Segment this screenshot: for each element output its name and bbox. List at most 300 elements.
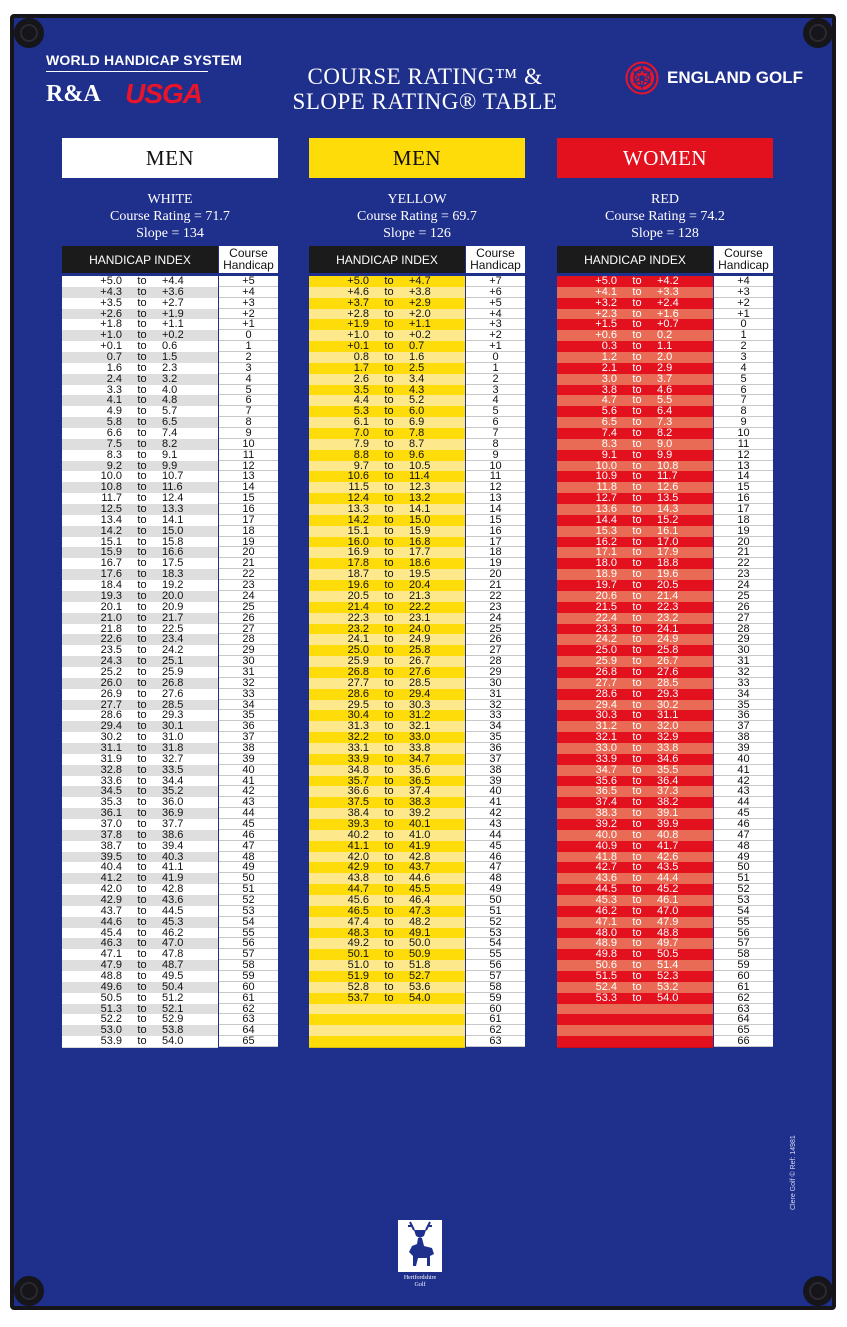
index-high: 24.9 [657,633,679,646]
index-high: 5.2 [409,394,425,407]
index-low: 31.3 [347,720,369,733]
course-handicap-value: 5 [714,374,773,385]
course-handicap-value: +3 [466,319,525,330]
to-label: to [384,557,394,570]
course-handicap-value: 21 [714,547,773,558]
to-label: to [384,948,394,961]
course-handicap-value: 31 [714,656,773,667]
index-low: 10.8 [100,481,122,494]
to-label: to [137,524,147,537]
handicap-index-range [557,602,713,613]
table-row [557,689,773,700]
to-label: to [384,970,394,982]
index-low: 51.3 [100,1002,122,1015]
index-low: 39.5 [100,850,122,863]
course-handicap-value: +4 [466,309,525,320]
index-high: 21.4 [657,589,679,602]
index-high: 54.0 [409,991,431,1004]
index-high: 42.6 [657,850,679,863]
course-handicap-value: 48 [714,841,773,852]
index-high: 46.2 [162,926,184,939]
table-row [62,765,278,776]
to-label: to [384,275,394,287]
to-label: to [137,817,147,830]
index-high: 18.6 [409,557,431,570]
to-label: to [384,850,394,863]
red-handicap-table [557,276,773,1047]
course-handicap-value: 44 [466,830,525,841]
tee-name: YELLOW [387,192,447,207]
index-high: 21.3 [409,589,431,602]
index-low: +3.7 [347,296,369,309]
to-label: to [632,448,642,461]
to-label: to [137,405,147,418]
index-high: 17.5 [162,557,184,570]
course-handicap-value: 16 [219,504,278,515]
course-handicap-value: 45 [714,808,773,819]
table-row [309,450,525,461]
course-handicap-value: 56 [466,960,525,971]
handicap-index-range [62,689,218,700]
index-low: 4.9 [106,405,122,418]
hertfordshire-golf-logo [390,1220,450,1289]
handicap-index-range [309,602,465,613]
index-high: 1.5 [162,351,178,364]
course-handicap-value: 50 [466,895,525,906]
table-row [62,841,278,852]
course-handicap-value: 47 [219,841,278,852]
index-high: 6.0 [409,405,425,418]
to-label: to [632,600,642,613]
to-label: to [384,731,394,744]
index-low: 48.3 [347,926,369,939]
to-label: to [632,329,642,342]
course-handicap-value: 18 [714,515,773,526]
index-low: 49.2 [347,937,369,950]
course-handicap-value: 11 [466,471,525,482]
course-handicap-value: 37 [466,754,525,765]
table-row [309,1036,525,1047]
index-low: 47.9 [100,959,122,972]
index-high: 44.4 [657,872,679,885]
course-handicap-value: 12 [219,461,278,472]
index-low: +1.0 [100,329,122,342]
course-handicap-value: 61 [466,1014,525,1025]
index-low: 12.7 [595,492,617,505]
to-label: to [137,839,147,852]
course-handicap-value: 42 [466,808,525,819]
to-label: to [632,926,642,939]
club-label-line-2: Golf [414,1282,426,1288]
course-handicap-value: 14 [714,471,773,482]
index-low: 19.7 [595,579,617,592]
corner-mount-bottom-right [803,1276,833,1306]
to-label: to [632,959,642,972]
index-low: 44.6 [100,915,122,928]
index-high: 36.5 [409,774,431,787]
index-low: 28.6 [100,709,122,722]
course-handicap-value: 47 [466,862,525,873]
course-handicap-value: 18 [466,547,525,558]
to-label: to [632,589,642,602]
index-low: 30.3 [595,709,617,722]
index-high: 1.1 [657,340,673,353]
index-low: 15.9 [100,546,122,559]
club-label [390,1275,450,1289]
course-handicap-value: 9 [219,428,278,439]
course-handicap-value: 52 [219,895,278,906]
to-label: to [137,861,147,874]
table-row [557,765,773,776]
index-high: 17.9 [657,546,679,559]
handicap-index-range [62,298,218,309]
to-label: to [384,470,394,483]
index-low: 11.5 [348,481,369,494]
index-low: 30.2 [100,731,122,744]
index-low: 45.3 [595,893,617,906]
index-high: 50.4 [162,980,184,993]
index-high: +3.3 [657,285,679,298]
to-label: to [632,731,642,744]
index-low: 20.6 [595,589,617,602]
index-low: 15.3 [595,524,617,537]
index-low: 43.8 [347,872,369,885]
index-low: 20.1 [100,600,122,613]
course-handicap-value: 38 [219,743,278,754]
index-high: 47.9 [657,915,679,928]
to-label: to [384,720,394,733]
index-low: 10.0 [595,459,617,472]
handicap-index-header: HANDICAP INDEX [557,246,713,273]
course-handicap-value: 7 [219,406,278,417]
to-label: to [137,513,147,526]
index-low: 53.7 [347,991,369,1004]
index-high: 1.6 [409,351,425,364]
index-low: 2.4 [106,372,122,385]
to-label: to [384,893,394,906]
to-label: to [137,741,147,754]
course-handicap-value: 52 [714,884,773,895]
index-high: 10.7 [162,470,184,483]
to-label: to [632,394,642,407]
to-label: to [137,655,147,668]
course-handicap-value: 25 [466,624,525,635]
to-label: to [632,416,642,429]
index-low: 21.8 [100,622,122,635]
index-low: 34.8 [347,763,369,776]
course-handicap-value: 17 [466,537,525,548]
index-low: 24.1 [347,633,369,646]
course-handicap-value: 2 [466,374,525,385]
index-high: 7.3 [657,416,673,429]
course-handicap-value: 48 [466,873,525,884]
index-high: 40.1 [409,817,431,830]
index-high: 44.6 [409,872,431,885]
index-high: 24.9 [409,633,431,646]
index-high: 15.2 [657,513,679,526]
ra-logo-label: R&A [46,80,101,107]
index-high: 21.7 [162,611,184,624]
to-label: to [137,752,147,765]
index-low: +0.6 [595,329,617,342]
index-high: 13.3 [162,503,184,516]
course-handicap-value: +1 [714,309,773,320]
index-low: 5.3 [353,405,369,418]
to-label: to [632,970,642,982]
index-high: 3.7 [657,372,673,385]
course-handicap-value: 62 [466,1025,525,1036]
index-high: 19.5 [409,568,431,581]
index-high: 22.2 [409,600,431,613]
course-handicap-value: 48 [219,852,278,863]
course-handicap-value: 60 [219,982,278,993]
index-high: 14.3 [657,503,679,516]
handicap-index-range [309,689,465,700]
table-row [309,993,525,1004]
course-handicap-value: 8 [219,417,278,428]
index-low: 37.0 [100,817,122,830]
to-label: to [137,948,147,961]
to-label: to [384,991,394,1004]
course-handicap-value: 55 [714,917,773,928]
index-low: 7.5 [106,437,122,450]
index-low: +4.3 [100,285,122,298]
index-high: 8.7 [409,437,425,450]
index-high: 8.2 [162,437,178,450]
index-low: 23.5 [100,644,122,657]
table-row [309,613,525,624]
course-handicap-value: 46 [714,819,773,830]
course-handicap-value: 39 [466,776,525,787]
index-high: 22.5 [162,622,184,635]
course-handicap-value: 39 [714,743,773,754]
course-handicap-value: 33 [219,689,278,700]
to-label: to [632,937,642,950]
course-handicap-value: 24 [219,591,278,602]
index-low: 0.8 [353,351,369,364]
course-handicap-value: 6 [714,385,773,396]
index-low: 47.1 [100,948,122,961]
to-label: to [137,535,147,548]
to-label: to [632,557,642,570]
to-label: to [137,1035,147,1048]
index-low: 41.8 [595,850,617,863]
to-label: to [137,1002,147,1015]
to-label: to [632,807,642,820]
to-label: to [632,307,642,320]
to-label: to [632,872,642,885]
table-row [557,374,773,385]
to-label: to [632,318,642,331]
index-high: 48.2 [409,915,431,928]
index-low: 37.5 [347,796,369,809]
to-label: to [137,970,147,982]
index-high: 7.4 [162,427,178,440]
to-label: to [384,513,394,526]
index-low: 26.8 [595,665,617,678]
index-low: 43.6 [595,872,617,885]
course-handicap-value: 26 [466,634,525,645]
index-high: 38.3 [409,796,431,809]
to-label: to [137,383,147,396]
course-handicap-value: 36 [219,721,278,732]
course-handicap-value: 1 [714,330,773,341]
index-high: 3.2 [162,372,178,385]
course-handicap-value: 28 [714,624,773,635]
handicap-index-range [557,1004,713,1015]
index-high: 54.0 [657,991,679,1004]
index-low: +2.6 [100,307,122,320]
index-high: 2.3 [162,361,178,374]
index-low: 45.4 [100,926,122,939]
course-handicap-header [466,246,525,273]
index-high: 35.6 [409,763,431,776]
index-low: 40.4 [100,861,122,874]
course-handicap-value: 33 [714,678,773,689]
index-low: 50.6 [595,959,617,972]
to-label: to [632,372,642,385]
index-high: 6.4 [657,405,673,418]
handicap-index-range [309,526,465,537]
table-row [557,602,773,613]
to-label: to [384,980,394,993]
corner-mount-top-right [803,18,833,48]
index-low: 14.4 [595,513,617,526]
index-low: +5.0 [347,275,369,287]
whs-logo [46,52,243,110]
to-label: to [632,644,642,657]
index-low: 9.2 [106,459,122,472]
index-high: +3.8 [409,285,431,298]
course-handicap-value: 37 [714,721,773,732]
course-handicap-value: 32 [714,667,773,678]
index-low: 20.5 [347,589,369,602]
index-high: 42.8 [162,883,184,896]
index-high: 45.3 [162,915,184,928]
to-label: to [632,568,642,581]
handicap-index-range [309,841,465,852]
index-low: 4.1 [106,394,122,407]
course-handicap-value: 58 [714,949,773,960]
index-low: 36.5 [595,785,617,798]
course-handicap-value: 23 [714,569,773,580]
index-low: 15.1 [347,524,369,537]
course-handicap-value: 28 [466,656,525,667]
to-label: to [632,785,642,798]
course-handicap-value: 15 [219,493,278,504]
index-low: +2.3 [595,307,617,320]
course-handicap-value: 59 [714,960,773,971]
table-row [309,841,525,852]
red-tee-info [557,191,773,242]
index-high: 43.6 [162,893,184,906]
index-low: 33.9 [595,752,617,765]
index-high: 24.2 [162,644,184,657]
course-handicap-value: 65 [714,1025,773,1036]
to-label: to [632,687,642,700]
index-low: 33.1 [347,741,369,754]
index-high: 30.1 [162,720,184,733]
index-high: +1.1 [409,318,431,331]
course-handicap-value: 4 [219,374,278,385]
to-label: to [137,622,147,635]
to-label: to [384,546,394,559]
to-label: to [384,741,394,754]
index-low: 16.2 [595,535,617,548]
course-handicap-value: 51 [714,873,773,884]
whs-divider [46,71,208,72]
index-low: 33.6 [100,774,122,787]
index-low: 21.5 [595,600,617,613]
to-label: to [137,481,147,494]
to-label: to [632,351,642,364]
course-handicap-value: +1 [219,319,278,330]
to-label: to [137,318,147,331]
index-low: 7.0 [353,427,369,440]
course-handicap-value: 63 [219,1014,278,1025]
index-low: +0.1 [100,340,122,353]
course-handicap-value: 66 [714,1036,773,1047]
index-high: 9.9 [162,459,178,472]
handicap-index-range [62,526,218,537]
course-handicap-value: 43 [466,819,525,830]
course-handicap-value: 3 [219,363,278,374]
table-row [309,298,525,309]
to-label: to [137,893,147,906]
to-label: to [137,503,147,516]
table-row [309,689,525,700]
yellow-men-heading: MEN [309,138,525,178]
index-low: 10.6 [347,470,369,483]
index-low: 50.1 [347,948,369,961]
to-label: to [632,763,642,776]
index-high: 16.8 [409,535,431,548]
handicap-index-range [62,917,218,928]
to-label: to [137,437,147,450]
to-label: to [384,459,394,472]
course-handicap-value: 25 [219,602,278,613]
index-high: 16.1 [657,524,679,537]
course-handicap-value: 20 [466,569,525,580]
table-row [62,526,278,537]
to-label: to [384,383,394,396]
course-handicap-value: 8 [466,439,525,450]
index-low: 25.9 [347,655,369,668]
course-handicap-value: 0 [466,352,525,363]
index-low: 17.6 [100,568,122,581]
index-low: 38.4 [347,807,369,820]
course-handicap-value: 16 [714,493,773,504]
course-handicap-value: 7 [466,428,525,439]
to-label: to [632,676,642,689]
index-low: 31.1 [100,741,122,754]
course-handicap-value: 8 [714,406,773,417]
to-label: to [632,524,642,537]
index-high: 50.0 [409,937,431,950]
table-row [309,765,525,776]
course-handicap-value: 35 [219,710,278,721]
index-low: 9.1 [601,448,617,461]
index-low: 3.8 [601,383,617,396]
index-high: 25.8 [409,644,431,657]
course-handicap-value: 26 [714,602,773,613]
table-row [557,613,773,624]
index-high: 24.1 [657,622,679,635]
to-label: to [384,361,394,374]
index-high: 35.5 [657,763,679,776]
index-low: 17.8 [347,557,369,570]
course-handicap-value: 58 [219,960,278,971]
